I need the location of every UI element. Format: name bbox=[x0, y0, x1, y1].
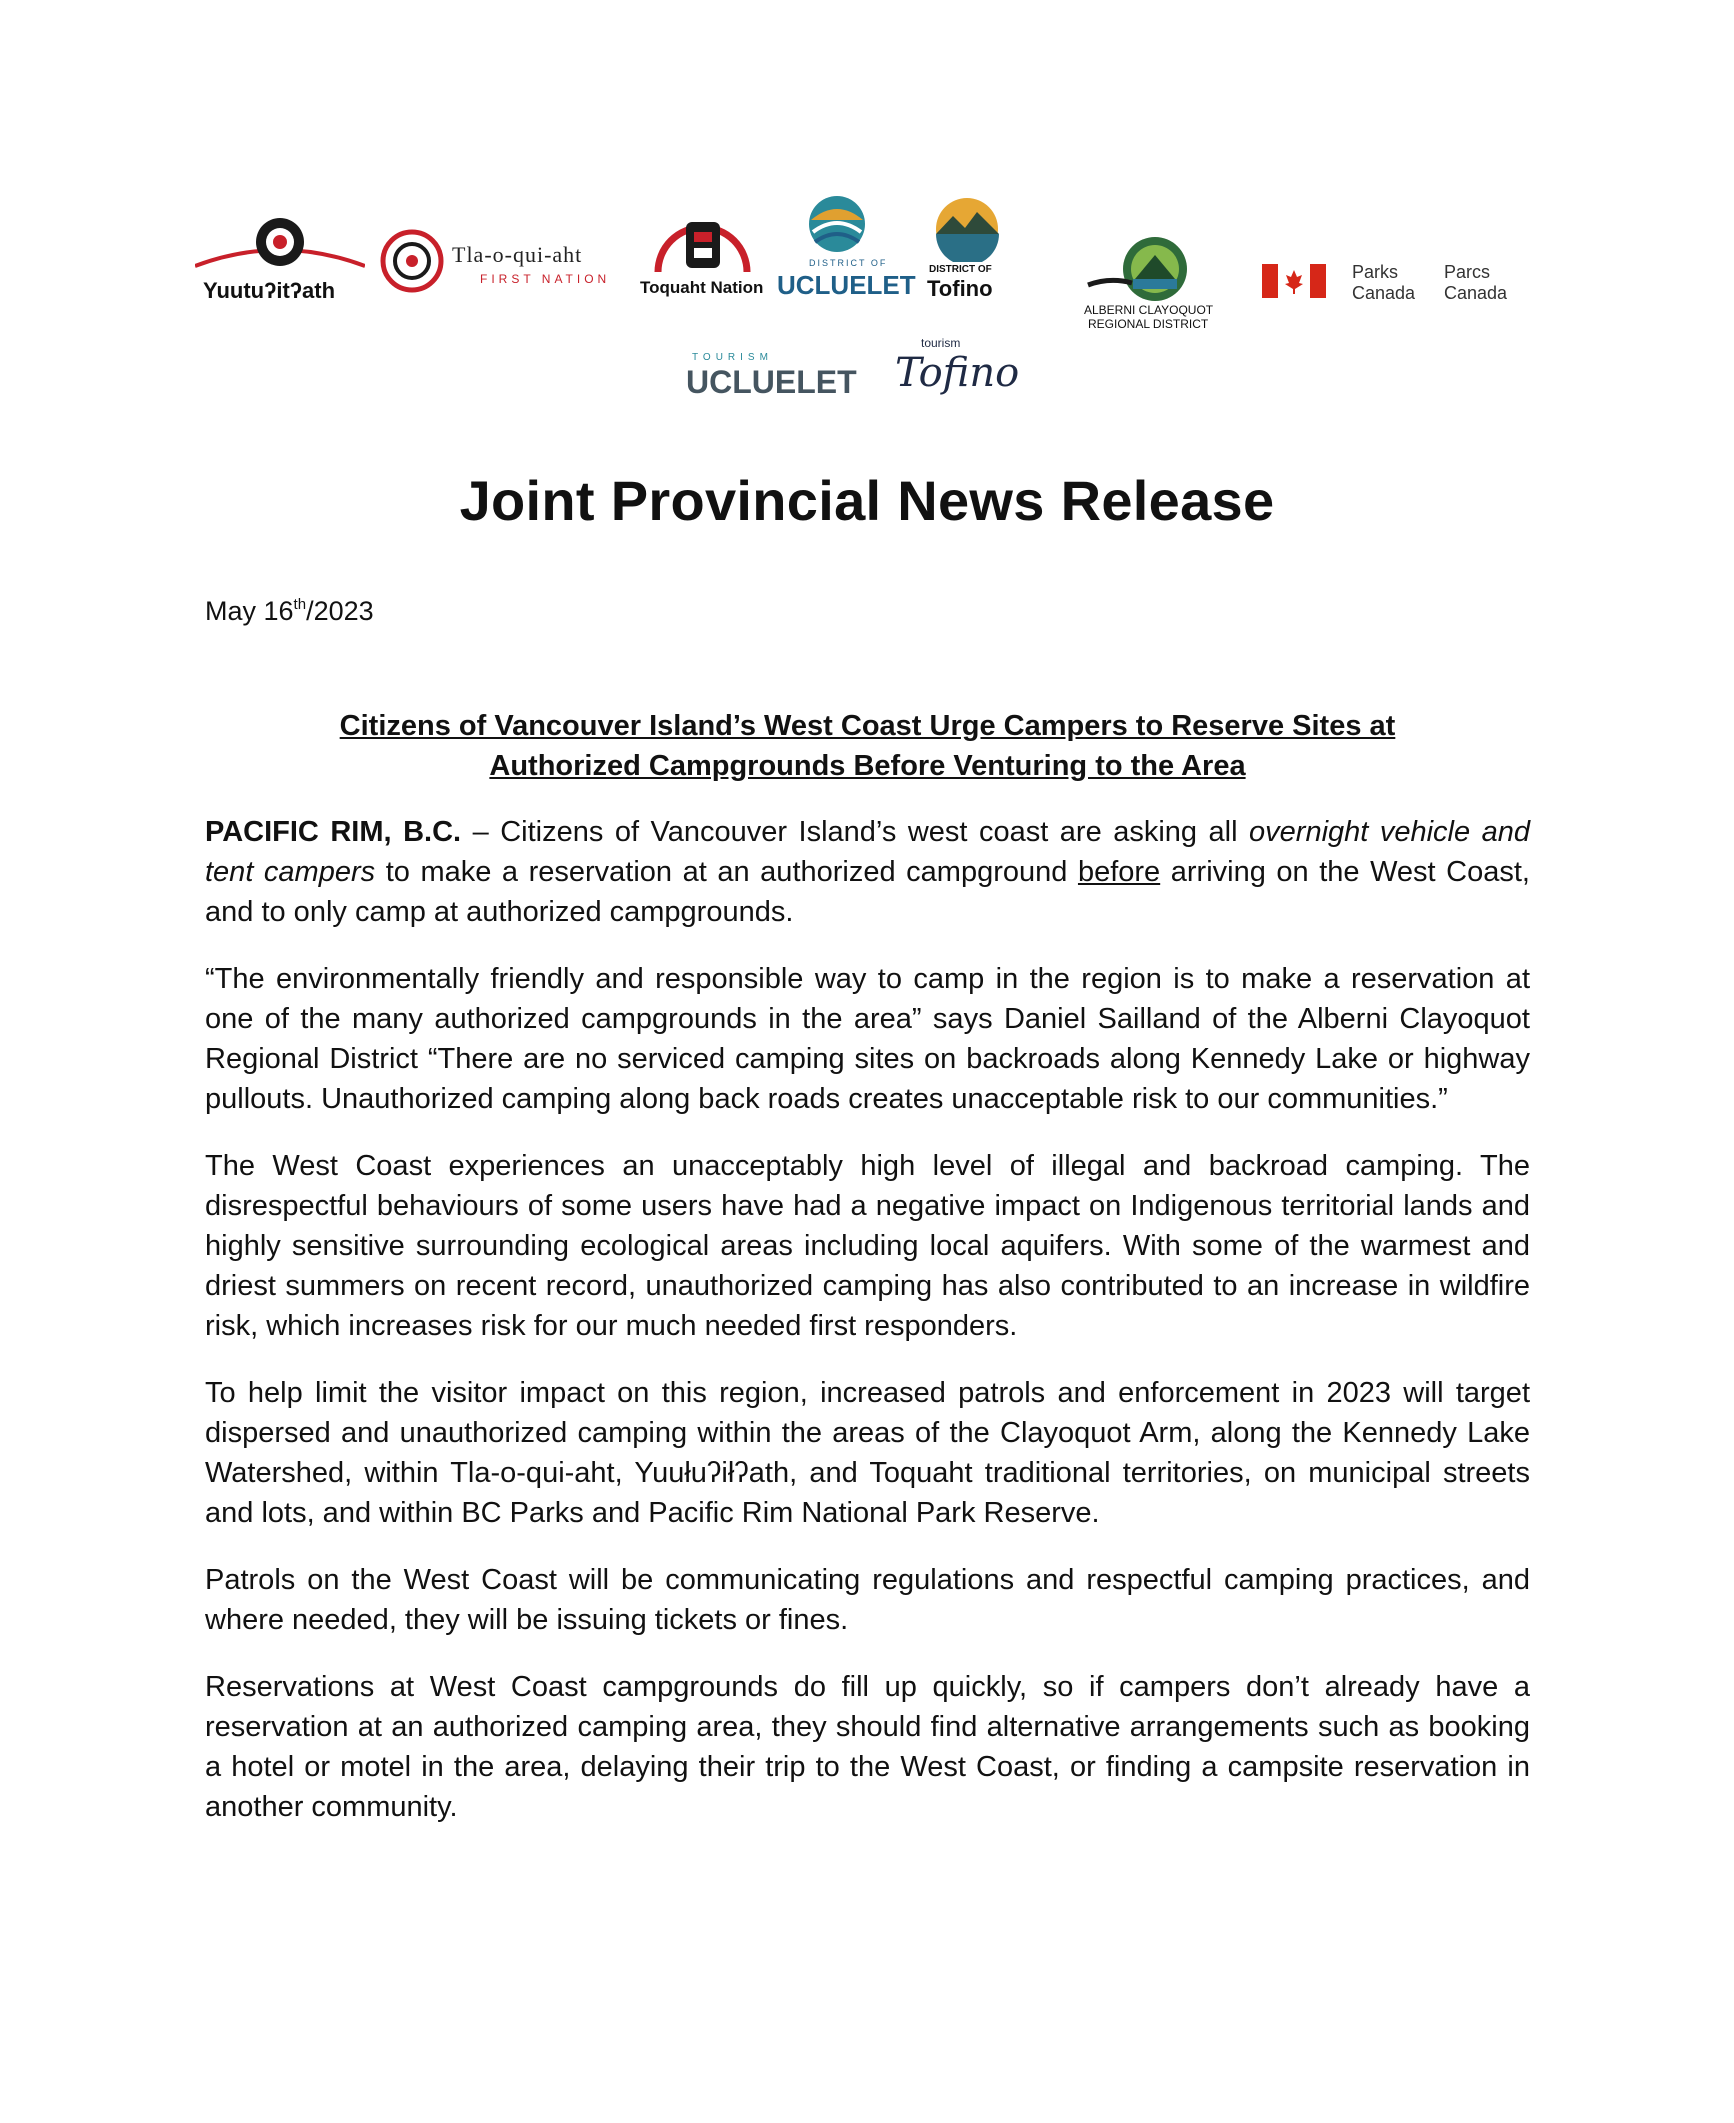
paragraph-1-emphasis: overnight vehicle and tent campers bbox=[205, 816, 1531, 888]
dateline: PACIFIC RIM, B.C. bbox=[205, 816, 462, 848]
tourism-ucluelet-name: UCLUELET bbox=[686, 364, 857, 400]
tourism-tofino-label: tourism bbox=[921, 336, 961, 350]
toquaht-name: Toquaht Nation bbox=[640, 278, 764, 297]
acrd-logo bbox=[1080, 233, 1230, 333]
tourism-ucluelet-label: TOURISM bbox=[692, 352, 773, 363]
article-body bbox=[205, 812, 1530, 1854]
tla-o-qui-aht-emblem bbox=[380, 228, 444, 294]
parks-fr-2: Canada bbox=[1444, 283, 1508, 303]
acrd-line-1: ALBERNI CLAYOQUOT bbox=[1084, 303, 1214, 317]
acrd-line-2: REGIONAL DISTRICT bbox=[1088, 317, 1209, 331]
ucluelet-emblem bbox=[775, 192, 900, 258]
acrd-emblem bbox=[1080, 233, 1230, 303]
tla-o-qui-aht-subtitle: FIRST NATION bbox=[480, 272, 611, 286]
tourism-tofino-name: Tofino bbox=[895, 350, 1020, 396]
parks-en-2: Canada bbox=[1352, 283, 1416, 303]
ucluelet-district-label: DISTRICT OF bbox=[809, 258, 888, 268]
ucluelet-name: UCLUELET bbox=[777, 270, 916, 300]
parks-fr-1: Parcs bbox=[1444, 262, 1491, 282]
toquaht-nation-logo bbox=[640, 200, 765, 300]
paragraph-3: The West Coast experiences an unacceptably high level of illegal and backroad camping. The disrespectful behaviours of some users have had a negative impact on Indigenous territorial lands and highly sensitive surrounding ecological areas including local aquifers. With some of the warmest and driest summers on recent record, unauthorized camping has also contributed to an increase in wildfire risk, which increases risk for our much needed first responders. bbox=[205, 1150, 1530, 1342]
tofino-emblem bbox=[925, 196, 1010, 262]
paragraph-1-text-c: arriving on the West Coast, and to only camp at authorized campgrounds. bbox=[205, 856, 1530, 928]
parks-canada-logo bbox=[1262, 264, 1522, 314]
yuutuitath-logo bbox=[195, 214, 365, 309]
date-superscript: th bbox=[293, 596, 307, 613]
tourism-ucluelet-logo bbox=[686, 352, 866, 402]
canada-flag-icon bbox=[1262, 264, 1326, 298]
toquaht-emblem bbox=[640, 200, 765, 278]
headline-line-1: Citizens of Vancouver Island’s West Coast Urge Campers to Reserve Sites at bbox=[339, 710, 1396, 742]
district-of-ucluelet-logo bbox=[775, 192, 916, 300]
tofino-district-label: DISTRICT OF bbox=[929, 264, 992, 275]
yuutuitath-emblem bbox=[195, 214, 365, 284]
page-title: Joint Provincial News Release bbox=[459, 469, 1275, 532]
yuutuitath-name: Yuutuʔitʔath bbox=[203, 278, 336, 303]
paragraph-2: “The environmentally friendly and responsible way to camp in the region is to make a reservation at one of the many authorized campgrounds in the area” says Daniel Sailland of the Alberni Clayoquot Regional District “There are no serviced camping sites on backroads along Kennedy Lake or highway pullouts. Unauthorized camping along back roads creates unacceptable risk to our communities.” bbox=[205, 963, 1530, 1115]
parks-en-1: Parks bbox=[1352, 262, 1399, 282]
paragraph-1 bbox=[205, 812, 1530, 932]
paragraph-6: Reservations at West Coast campgrounds do fill up quickly, so if campers don’t already have a reservation at an authorized camping area, they should find alternative arrangements such as booking a hotel or motel in the area, delaying their trip to the West Coast, or finding a campsite reservation in another community. bbox=[205, 1671, 1530, 1823]
date-year: /2023 bbox=[306, 596, 374, 626]
release-date bbox=[205, 596, 374, 627]
tla-o-qui-aht-name: Tla-o-qui-aht bbox=[452, 242, 583, 267]
paragraph-1-underline: before bbox=[1077, 856, 1161, 888]
paragraph-1-text-b: to make a reservation at an authorized campground bbox=[375, 856, 1078, 888]
tla-o-qui-aht-logo bbox=[380, 228, 620, 298]
date-main: May 16 bbox=[205, 596, 294, 626]
paragraph-5: Patrols on the West Coast will be communicating regulations and respectful camping practices, and where needed, they will be issuing tickets or fines. bbox=[205, 1564, 1530, 1636]
paragraph-4: To help limit the visitor impact on this region, increased patrols and enforcement in 2023 will target dispersed and unauthorized camping within the areas of the Clayoquot Arm, along the Kennedy Lake Watershed, within Tla-o-qui-aht, Yuułuʔiłʔath, and Toquaht traditional territories, on municipal streets and lots, and within BC Parks and Pacific Rim National Park Reserve. bbox=[205, 1377, 1530, 1529]
district-of-tofino-logo bbox=[925, 196, 1010, 306]
tourism-tofino-logo bbox=[895, 336, 1020, 416]
headline bbox=[205, 706, 1530, 786]
paragraph-1-text-a: – Citizens of Vancouver Island’s west coast are asking all bbox=[461, 816, 1250, 848]
tofino-name: Tofino bbox=[927, 276, 993, 301]
headline-line-2: Authorized Campgrounds Before Venturing to the Area bbox=[489, 750, 1246, 782]
